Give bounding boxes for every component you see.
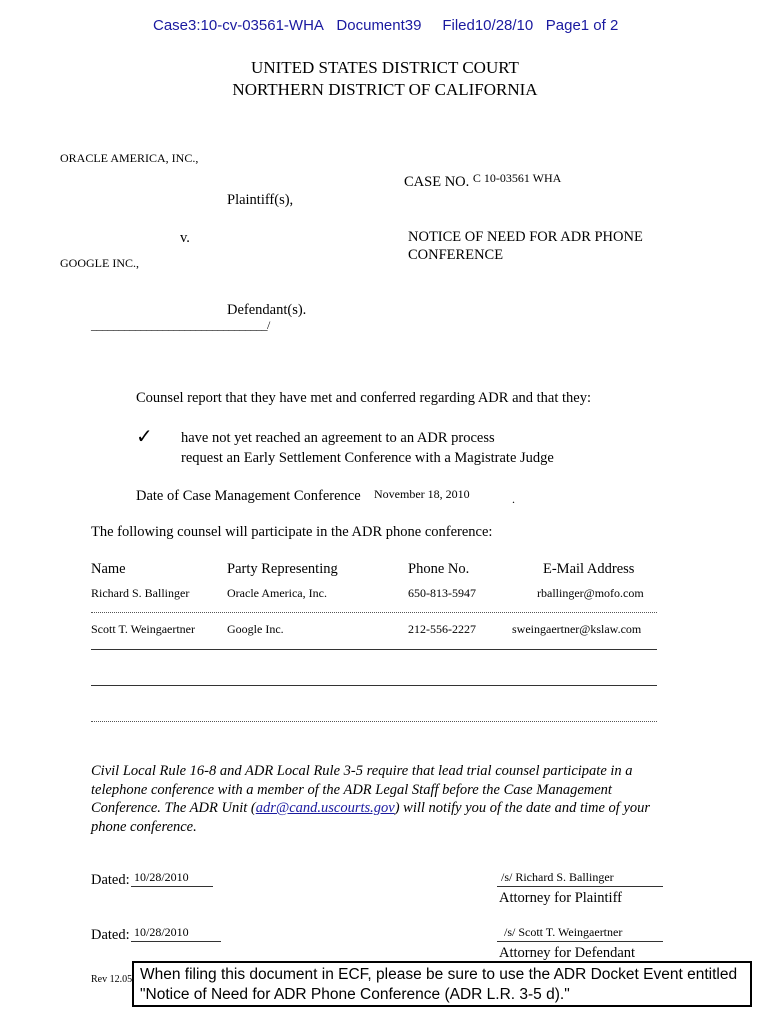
header-page: Page1 of 2 <box>545 17 619 34</box>
rule-line4: phone conference. <box>91 818 197 835</box>
intro-text: Counsel report that they have met and conferred regarding ADR and that they: <box>136 390 591 406</box>
header-case: Case3:10-cv-03561-WHA <box>153 17 324 34</box>
revision-label: Rev 12.05 <box>91 974 133 985</box>
rule-line3 <box>91 799 650 818</box>
row1-rule <box>91 612 657 613</box>
court-title-line1: UNITED STATES DISTRICT COURT <box>251 58 519 77</box>
row2-email: sweingaertner@kslaw.com <box>512 622 642 636</box>
ecf-notice-line1: When filing this document in ECF, please be sure to use the ADR Docket Event entitled <box>140 966 738 983</box>
dated-label-1: Dated: <box>91 872 130 888</box>
blank-row-rule <box>91 685 657 686</box>
case-no-value: C 10-03561 WHA <box>472 171 562 185</box>
signature-1: /s/ Richard S. Ballinger <box>501 870 614 884</box>
court-title-line2: NORTHERN DISTRICT OF CALIFORNIA <box>232 80 538 99</box>
cmc-period: . <box>512 492 515 506</box>
header-filed: Filed10/28/10 <box>442 17 534 34</box>
dated-line-1 <box>131 886 213 887</box>
signature-line-2 <box>497 941 663 942</box>
header-document: Document39 <box>336 17 422 34</box>
checkmark-icon: ✓ <box>136 426 153 448</box>
rule-line3a: Conference. The ADR Unit ( <box>91 800 256 816</box>
notice-title-line1: NOTICE OF NEED FOR ADR PHONE <box>408 229 643 245</box>
col-header-name: Name <box>91 561 126 577</box>
plaintiff-name: ORACLE AMERICA, INC., <box>60 151 199 165</box>
dated-value-2: 10/28/2010 <box>134 925 189 939</box>
dated-line-2 <box>131 941 221 942</box>
row2-rule <box>91 649 657 650</box>
case-no-label: CASE NO. <box>404 174 470 190</box>
versus: v. <box>180 230 190 246</box>
caption-slash-line: ________________________________/ <box>91 318 270 332</box>
row1-party: Oracle America, Inc. <box>227 586 327 600</box>
row1-email: rballinger@mofo.com <box>537 586 644 600</box>
dated-value-1: 10/28/2010 <box>134 870 189 884</box>
cmc-date: November 18, 2010 <box>374 487 470 501</box>
rule-line3b: ) will notify you of the date and time of your <box>394 800 651 816</box>
col-header-phone: Phone No. <box>408 561 470 577</box>
rule-paragraph <box>91 762 650 836</box>
rule-line1: Civil Local Rule 16-8 and ADR Local Rule 3-5 require that lead trial counsel participate in a <box>91 763 633 779</box>
dated-label-2: Dated: <box>91 927 130 943</box>
row1-phone: 650-813-5947 <box>408 586 476 600</box>
col-header-email: E-Mail Address <box>543 561 635 577</box>
signature-role-1: Attorney for Plaintiff <box>499 890 622 906</box>
defendant-name: GOOGLE INC., <box>60 256 139 270</box>
rule-line2: telephone conference with a member of the ADR Legal Staff before the Case Management <box>91 781 612 798</box>
row2-name: Scott T. Weingaertner <box>91 622 196 636</box>
blank-row-rule <box>91 721 657 722</box>
notice-title-line2: CONFERENCE <box>408 247 504 263</box>
option-no-agreement: have not yet reached an agreement to an ADR process <box>181 430 495 446</box>
signature-role-2: Attorney for Defendant <box>499 945 636 961</box>
option-early-settlement: request an Early Settlement Conference with a Magistrate Judge <box>181 450 554 466</box>
col-header-party: Party Representing <box>227 561 338 577</box>
case-number <box>404 171 562 191</box>
counsel-intro: The following counsel will participate in the ADR phone conference: <box>91 524 493 540</box>
ecf-notice-line2: "Notice of Need for ADR Phone Conference (ADR L.R. 3-5 d)." <box>140 986 570 1003</box>
row2-party: Google Inc. <box>227 622 284 636</box>
signature-line-1 <box>497 886 663 887</box>
cmc-label: Date of Case Management Conference <box>136 488 361 504</box>
row1-name: Richard S. Ballinger <box>91 586 190 600</box>
plaintiff-label: Plaintiff(s), <box>227 192 294 208</box>
signature-2: /s/ Scott T. Weingaertner <box>504 925 623 939</box>
row2-phone: 212-556-2227 <box>408 622 476 636</box>
defendant-label: Defendant(s). <box>227 302 307 318</box>
ecf-notice-box <box>132 961 752 1007</box>
doc-header <box>153 17 618 34</box>
adr-email-link[interactable]: adr@cand.uscourts.gov <box>255 800 395 816</box>
